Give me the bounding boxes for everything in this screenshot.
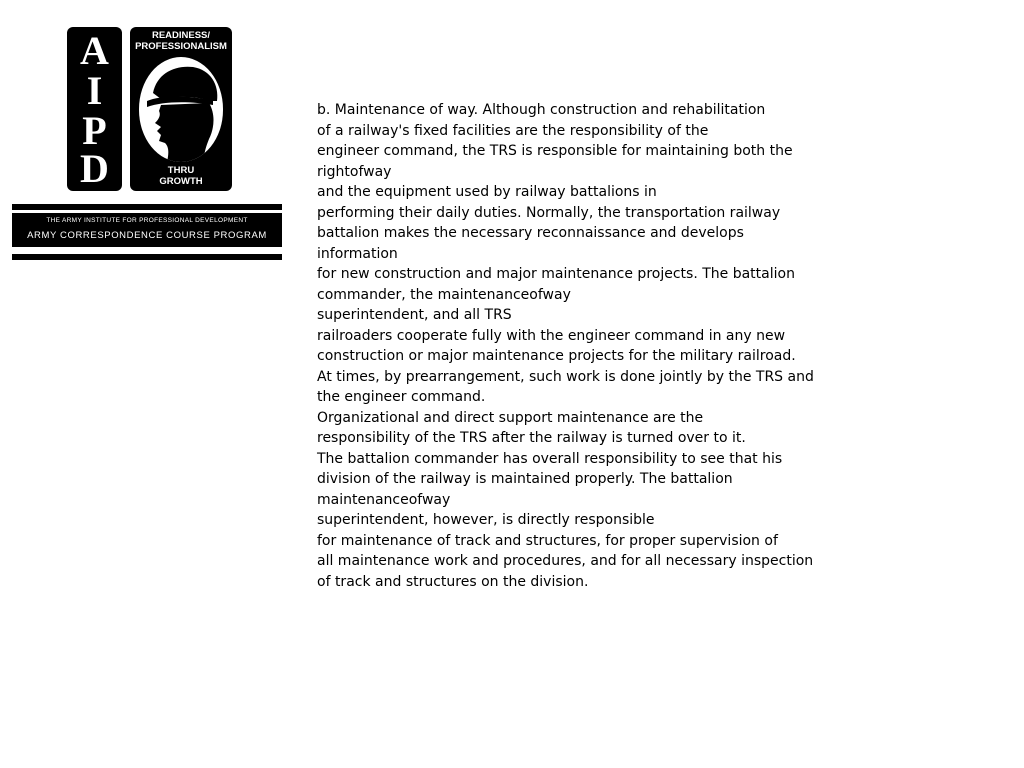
- text-line: of a railway's fixed facilities are the responsibility of the: [317, 122, 709, 139]
- text-line: performing their daily duties. Normally, the transportation railway: [317, 204, 781, 221]
- text-line: maintenanceofway: [317, 491, 451, 508]
- soldier-head-silhouette-icon: [139, 57, 223, 162]
- logo-letter-p: P: [82, 108, 107, 153]
- logo-banner: [12, 213, 282, 247]
- text-line: division of the railway is maintained properly. The battalion: [317, 471, 733, 487]
- text-line: superintendent, however, is directly responsible: [317, 512, 655, 528]
- logo-letter-i: I: [86, 68, 103, 113]
- logo-letter-a: A: [80, 28, 109, 73]
- text-line: railroaders cooperate fully with the engineer command in any new: [317, 327, 786, 344]
- text-line: The battalion commander has overall responsibility to see that his: [317, 450, 783, 467]
- emblem-caption-top-2: PROFESSIONALISM: [135, 41, 227, 52]
- emblem-panel: [130, 27, 232, 191]
- emblem-oval: [139, 57, 223, 162]
- text-line: for maintenance of track and structures, for proper supervision of: [317, 532, 778, 549]
- text-line: construction or major maintenance projects for the military railroad.: [317, 348, 796, 364]
- logo-bottom-rule: [12, 254, 282, 260]
- banner-institute-text: THE ARMY INSTITUTE FOR PROFESSIONAL DEVELOPMENT: [46, 217, 248, 224]
- emblem-caption-bottom-1: THRU: [167, 165, 195, 176]
- text-line: superintendent, and all TRS: [317, 307, 512, 323]
- emblem-caption-top-1: READINESS/: [151, 30, 211, 41]
- text-line: rightofway: [317, 163, 392, 180]
- aipd-letters-panel: [67, 27, 122, 191]
- text-line: for new construction and major maintenance projects. The battalion: [317, 266, 795, 282]
- text-line: b. Maintenance of way. Although construction and rehabilitation: [317, 102, 766, 118]
- text-line: engineer command, the TRS is responsible for maintaining both the: [317, 143, 793, 159]
- text-line: commander, the maintenanceofway: [317, 286, 571, 303]
- logo-top-rule: [12, 204, 282, 210]
- text-line: all maintenance work and procedures, and for all necessary inspection: [317, 553, 814, 569]
- document-body: [317, 100, 817, 592]
- banner-program-text: ARMY CORRESPONDENCE COURSE PROGRAM: [27, 230, 267, 241]
- text-line: battalion makes the necessary reconnaissance and develops: [317, 225, 744, 241]
- text-line: and the equipment used by railway battalions in: [317, 184, 657, 200]
- aipd-logo: [12, 27, 282, 262]
- text-line: Organizational and direct support maintenance are the: [317, 409, 704, 426]
- text-line: of track and structures on the division.: [317, 573, 589, 590]
- text-line: the engineer command.: [317, 389, 486, 405]
- text-line: information: [317, 245, 398, 262]
- emblem-caption-bottom-2: GROWTH: [159, 176, 203, 187]
- logo-letter-d: D: [80, 146, 109, 191]
- text-line: At times, by prearrangement, such work is done jointly by the TRS and: [317, 368, 814, 385]
- text-line: responsibility of the TRS after the railway is turned over to it.: [317, 430, 746, 446]
